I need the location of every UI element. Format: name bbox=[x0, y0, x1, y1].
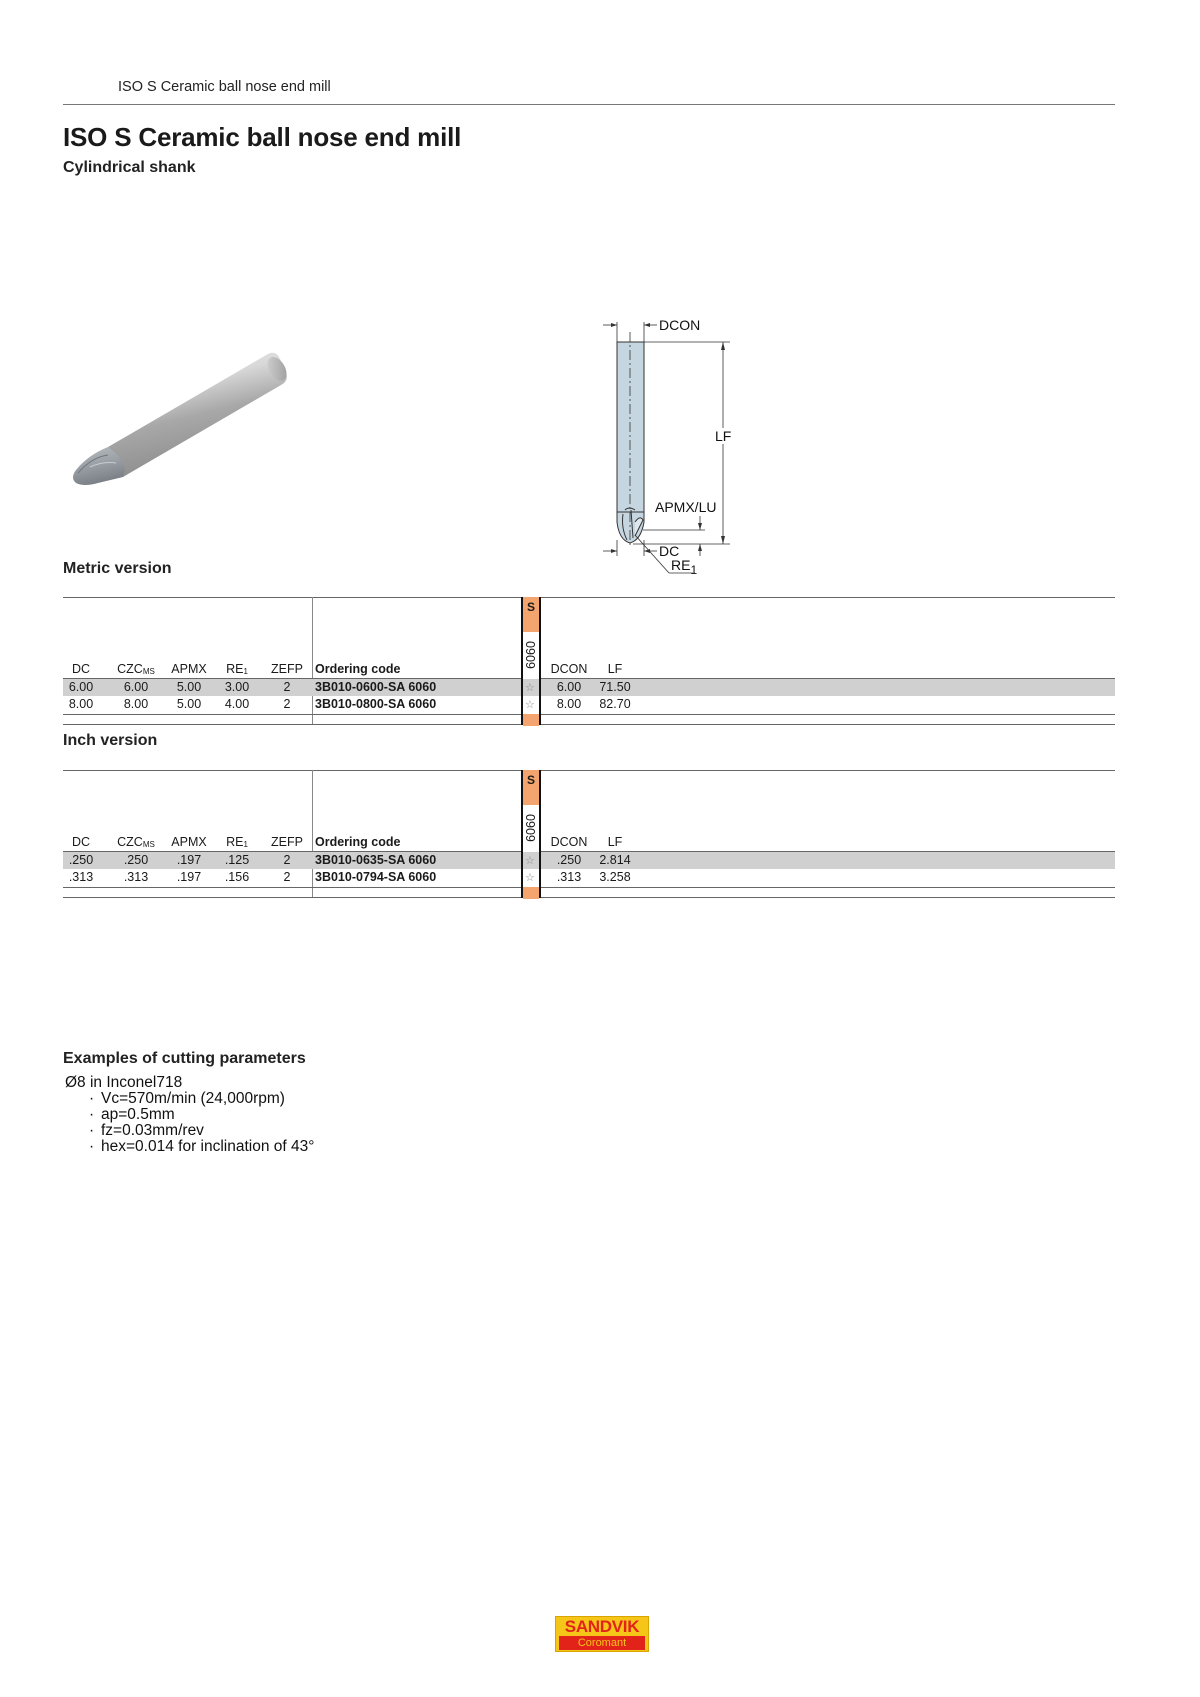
table-header-row bbox=[63, 834, 1115, 851]
product-image bbox=[68, 345, 298, 495]
dim-label-dcon: DCON bbox=[659, 317, 701, 333]
header-zefp: ZEFP bbox=[271, 835, 303, 849]
header-czc: CZCMS bbox=[117, 662, 155, 676]
header-divider bbox=[63, 104, 1115, 105]
param-item: · ap=0.5mm bbox=[89, 1106, 175, 1123]
header-re: RE1 bbox=[226, 835, 248, 849]
star-icon: ☆ bbox=[525, 682, 535, 694]
header-dc: DC bbox=[71, 662, 91, 676]
cell-ordering-code[interactable]: 3B010-0794-SA 6060 bbox=[315, 870, 437, 884]
header-re: RE1 bbox=[226, 662, 248, 676]
row-rule bbox=[63, 897, 1115, 898]
cell-re: .156 bbox=[224, 870, 250, 884]
page-subtitle: Cylindrical shank bbox=[63, 159, 196, 176]
header-apmx: APMX bbox=[171, 662, 207, 676]
row-rule bbox=[63, 724, 1115, 725]
cell-dc: .250 bbox=[68, 853, 94, 867]
cutting-params-title: Examples of cutting parameters bbox=[63, 1050, 306, 1067]
cell-ordering-code[interactable]: 3B010-0635-SA 6060 bbox=[315, 853, 437, 867]
cell-ordering-code[interactable]: 3B010-0600-SA 6060 bbox=[315, 680, 437, 694]
dim-label-dc: DC bbox=[659, 543, 680, 559]
grade-group-header: S bbox=[523, 770, 539, 805]
table-header-row bbox=[63, 661, 1115, 678]
cell-czc: 6.00 bbox=[123, 680, 149, 694]
row-rule bbox=[63, 714, 1115, 715]
table-row[interactable] bbox=[63, 852, 1115, 869]
dim-label-lf: LF bbox=[715, 428, 732, 444]
param-item: · Vc=570m/min (24,000rpm) bbox=[89, 1090, 285, 1107]
header-ordering-code: Ordering code bbox=[315, 662, 401, 676]
cell-re: .125 bbox=[224, 853, 250, 867]
grade-column bbox=[521, 770, 541, 898]
grade-footer bbox=[523, 887, 539, 899]
cell-czc: .313 bbox=[123, 870, 149, 884]
grade-footer bbox=[523, 714, 539, 726]
table-row[interactable] bbox=[63, 696, 1115, 713]
cell-czc: 8.00 bbox=[123, 697, 149, 711]
cell-czc: .250 bbox=[123, 853, 149, 867]
header-czc: CZCMS bbox=[117, 835, 155, 849]
metric-table bbox=[63, 597, 1115, 725]
cell-dcon: 8.00 bbox=[556, 697, 582, 711]
inch-section-title: Inch version bbox=[63, 732, 158, 749]
metric-section-title: Metric version bbox=[63, 560, 172, 577]
cutting-params-list bbox=[65, 1075, 314, 1155]
header-lf: LF bbox=[607, 662, 623, 676]
cell-re: 3.00 bbox=[224, 680, 250, 694]
cell-zefp: 2 bbox=[283, 680, 291, 694]
header-dc: DC bbox=[71, 835, 91, 849]
star-icon: ☆ bbox=[525, 855, 535, 867]
cell-dc: 6.00 bbox=[68, 680, 94, 694]
dim-label-apmx-lu: APMX/LU bbox=[655, 499, 717, 515]
inch-table bbox=[63, 770, 1115, 898]
cell-re: 4.00 bbox=[224, 697, 250, 711]
header-ordering-code: Ordering code bbox=[315, 835, 401, 849]
logo-brand: SANDVIK bbox=[564, 1617, 640, 1636]
logo-sub: Coromant bbox=[559, 1636, 645, 1650]
cell-zefp: 2 bbox=[283, 697, 291, 711]
table-top-rule bbox=[63, 597, 1115, 598]
sandvik-coromant-logo bbox=[555, 1616, 649, 1652]
cell-zefp: 2 bbox=[283, 853, 291, 867]
dim-label-re: RE1 bbox=[671, 557, 698, 577]
header-lf: LF bbox=[607, 835, 623, 849]
table-row[interactable] bbox=[63, 869, 1115, 886]
cell-apmx: 5.00 bbox=[176, 680, 202, 694]
grade-name-header: 6060 bbox=[523, 632, 539, 682]
grade-column bbox=[521, 597, 541, 725]
header-dcon: DCON bbox=[550, 835, 588, 849]
cell-dc: 8.00 bbox=[68, 697, 94, 711]
page-title: ISO S Ceramic ball nose end mill bbox=[63, 122, 462, 152]
cell-ordering-code[interactable]: 3B010-0800-SA 6060 bbox=[315, 697, 437, 711]
row-rule bbox=[63, 887, 1115, 888]
cell-dc: .313 bbox=[68, 870, 94, 884]
cell-dcon: .250 bbox=[556, 853, 582, 867]
cell-apmx: .197 bbox=[176, 853, 202, 867]
cell-apmx: .197 bbox=[176, 870, 202, 884]
table-top-rule bbox=[63, 770, 1115, 771]
cell-dcon: 6.00 bbox=[556, 680, 582, 694]
cell-zefp: 2 bbox=[283, 870, 291, 884]
header-apmx: APMX bbox=[171, 835, 207, 849]
param-item: · fz=0.03mm/rev bbox=[89, 1122, 204, 1139]
grade-name-header: 6060 bbox=[523, 805, 539, 855]
param-item: · hex=0.014 for inclination of 43° bbox=[89, 1138, 315, 1155]
cell-lf: 2.814 bbox=[599, 853, 631, 867]
running-header: ISO S Ceramic ball nose end mill bbox=[118, 79, 331, 95]
header-dcon: DCON bbox=[550, 662, 588, 676]
cell-lf: 3.258 bbox=[599, 870, 631, 884]
cell-dcon: .313 bbox=[556, 870, 582, 884]
cell-lf: 82.70 bbox=[599, 697, 631, 711]
dimension-drawing bbox=[595, 300, 755, 580]
params-intro: Ø8 in Inconel718 bbox=[65, 1074, 183, 1091]
cell-lf: 71.50 bbox=[599, 680, 631, 694]
header-zefp: ZEFP bbox=[271, 662, 303, 676]
table-row[interactable] bbox=[63, 679, 1115, 696]
cell-apmx: 5.00 bbox=[176, 697, 202, 711]
grade-group-header: S bbox=[523, 597, 539, 632]
star-icon: ☆ bbox=[525, 699, 535, 711]
star-icon: ☆ bbox=[525, 872, 535, 884]
